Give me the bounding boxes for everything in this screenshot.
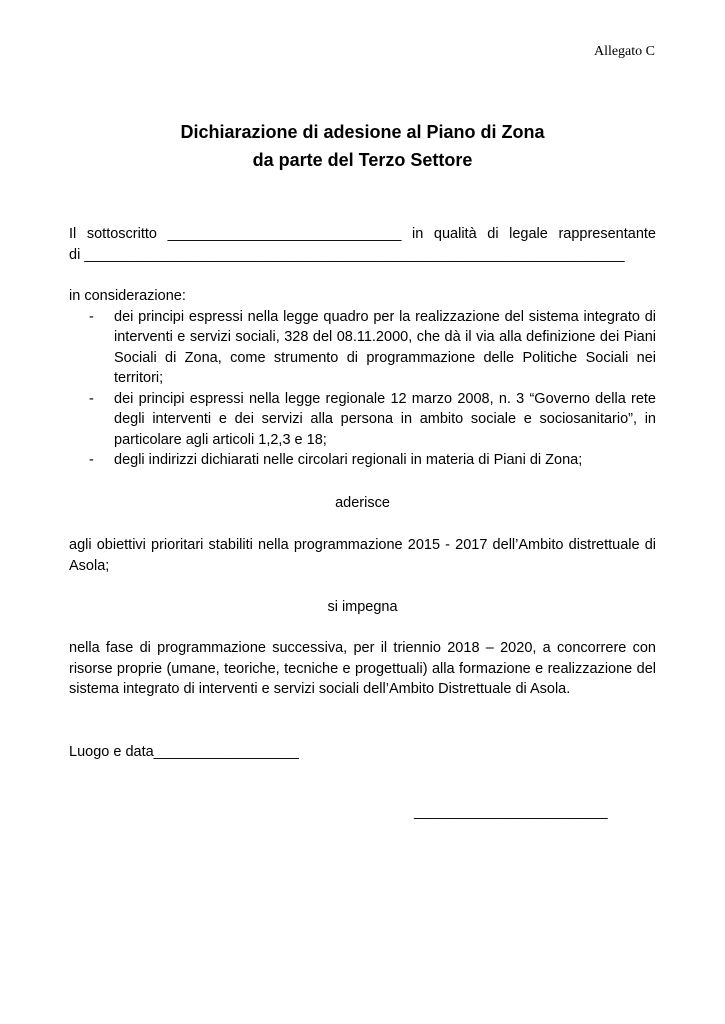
annex-label: Allegato C xyxy=(593,44,655,59)
intro-line-1: Il sottoscritto _____________________________ in qualità di legale rappresentante xyxy=(69,226,656,242)
title-line-2: da parte del Terzo Settore xyxy=(252,150,473,170)
considering-label: in considerazione: xyxy=(69,288,186,304)
place-date-field: Luogo e data__________________ xyxy=(69,744,299,760)
intro-paragraph xyxy=(69,224,656,265)
signature-line: ________________________ xyxy=(414,804,608,820)
consideration-text: degli indirizzi dichiarati nelle circolari regionali in materia di Piani di Zona; xyxy=(114,452,583,468)
adheres-paragraph: agli obiettivi prioritari stabiliti nella programmazione 2015 - 2017 dell’Ambito distrettuale di Asola; xyxy=(69,537,656,574)
bullet-dash: - xyxy=(89,308,94,325)
commits-paragraph: nella fase di programmazione successiva, per il triennio 2018 – 2020, a concorrere con risorse proprie (umane, teoriche, tecniche e progettuali) alla formazione e realizzazione del sistema integrato di interventi e servizi sociali dell’Ambito Distrettuale di Asola. xyxy=(69,640,656,697)
considerations-section xyxy=(69,286,656,471)
intro-line-2: di ___________________________________________________________________ xyxy=(69,246,625,263)
bullet-dash: - xyxy=(89,452,94,468)
bullet-dash: - xyxy=(89,390,94,407)
document-title xyxy=(0,118,725,174)
commits-heading: si impegna xyxy=(327,599,398,615)
consideration-text: dei principi espressi nella legge quadro per la realizzazione del sistema integrato di interventi e servizi sociali, 328 del 08.11.2000, che dà il via alla definizione dei Piani Sociali di Zona, come strumento di programmazione delle Politiche Sociali nei territori; xyxy=(114,308,656,386)
list-item xyxy=(69,389,656,451)
list-item xyxy=(69,307,656,389)
consideration-text: dei principi espressi nella legge regionale 12 marzo 2008, n. 3 “Governo della rete degli interventi e dei servizi alla persona in ambito sociale e sociosanitario”, in particolare agli articoli 1,2,3 e 18; xyxy=(114,390,656,448)
adheres-heading: aderisce xyxy=(335,495,390,511)
considerations-list xyxy=(69,307,656,471)
title-line-1: Dichiarazione di adesione al Piano di Zona xyxy=(180,122,545,142)
list-item xyxy=(69,450,656,471)
